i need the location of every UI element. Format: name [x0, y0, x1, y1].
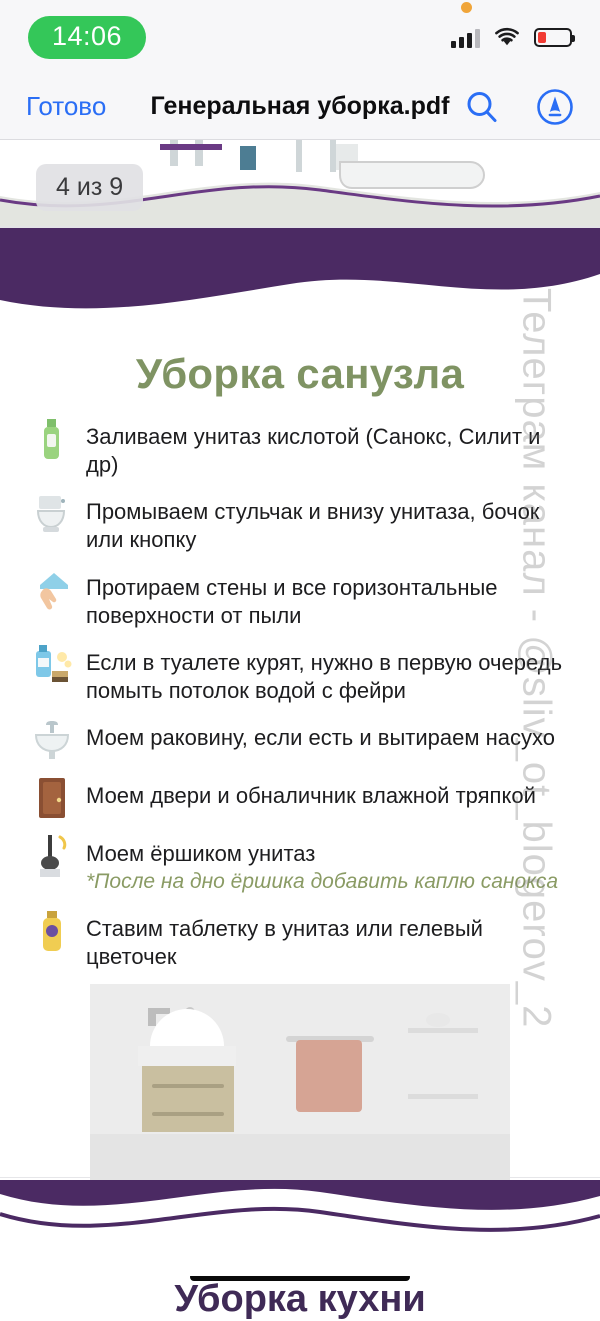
list-item-text: Промываем стульчак и внизу унитаза, бочок или кнопку — [86, 499, 540, 553]
navigation-bar — [0, 74, 600, 140]
markup-pen-icon[interactable] — [536, 88, 574, 126]
toilet-icon — [30, 491, 74, 537]
spray-bottle-icon — [30, 416, 74, 462]
microphone-active-dot-icon — [461, 2, 472, 13]
done-button[interactable]: Готово — [26, 91, 107, 121]
list-item-text — [86, 833, 558, 896]
section-title: Уборка санузла — [135, 350, 465, 397]
list-item — [30, 491, 574, 554]
page-title: Генеральная уборка.pdf — [150, 92, 450, 120]
page-header-wave — [0, 228, 600, 330]
list-item — [30, 717, 574, 763]
status-time: 14:06 — [28, 16, 146, 59]
page-footer-wave — [0, 1180, 600, 1276]
list-item — [30, 567, 574, 630]
list-item — [30, 908, 574, 971]
watermark-text: Телеграм канал - @sliv_ot_blogerov_2 — [514, 288, 559, 1029]
list-item-text: Ставим таблетку в унитаз или гелевый цветочек — [86, 916, 483, 970]
list-item — [30, 642, 574, 705]
list-item — [30, 833, 574, 896]
soap-brush-icon — [30, 642, 74, 688]
list-item-text: Моем двери и обналичник влажной тряпкой — [86, 783, 536, 809]
next-section-title: Уборка кухни — [174, 1277, 426, 1320]
battery-icon — [534, 28, 572, 47]
list-item-text: Моем раковину, если есть и вытираем насухо — [86, 725, 555, 751]
cleaner-bottle-icon — [30, 908, 74, 954]
list-item — [30, 775, 574, 821]
wiping-hand-icon — [30, 567, 74, 613]
status-indicators — [451, 26, 572, 48]
pdf-page-4 — [0, 228, 600, 1320]
wifi-icon — [493, 26, 521, 48]
list-item-text: Протираем стены и все горизонтальные поверхности от пыли — [86, 574, 498, 628]
bathroom-vanity-illustration — [90, 984, 510, 1180]
sink-icon — [30, 717, 74, 763]
list-item — [30, 416, 574, 479]
door-icon — [30, 775, 74, 821]
cellular-signal-icon — [451, 26, 480, 48]
list-item-text: Если в туалете курят, нужно в первую очередь помыть потолок водой с фейри — [86, 649, 563, 704]
list-item-note: *После на дно ёршика добавить каплю санокса — [86, 870, 559, 894]
checklist — [0, 416, 600, 972]
list-item-label: Моем ёршиком унитаз — [86, 841, 316, 867]
toilet-brush-icon — [30, 833, 74, 879]
status-bar — [0, 0, 600, 74]
nav-actions — [464, 88, 574, 126]
list-item-text: Заливаем унитаз кислотой (Санокс, Силит и др) — [86, 424, 541, 478]
pdf-document-view[interactable] — [0, 140, 600, 1320]
page-indicator: 4 из 9 — [36, 164, 143, 211]
search-icon[interactable] — [464, 89, 500, 125]
